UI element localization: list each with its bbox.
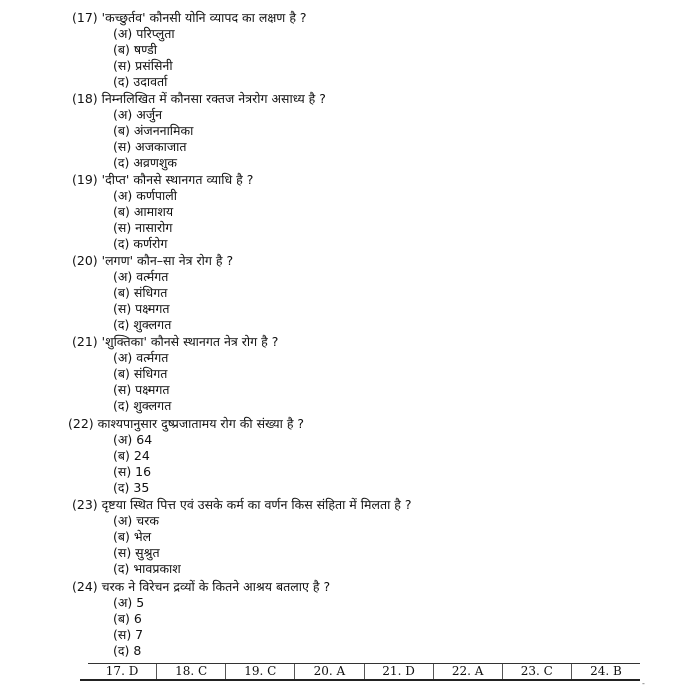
option-24-d: (द) 8 bbox=[113, 643, 142, 658]
option-17-a: (अ) परिप्लुता bbox=[113, 26, 175, 41]
corner-mark: - bbox=[642, 679, 645, 688]
option-19-d: (द) कर्णरोग bbox=[113, 236, 168, 251]
question-24: (24) चरक ने विरेचन द्रव्यों के कितने आश्रय बतलाए है ? bbox=[72, 579, 331, 594]
answer-24: 24. B bbox=[590, 664, 622, 678]
option-21-a: (अ) वर्त्मगत bbox=[113, 350, 169, 365]
option-20-a: (अ) वर्त्मगत bbox=[113, 269, 169, 284]
option-18-d: (द) अव्रणशुक bbox=[113, 155, 178, 170]
option-21-c: (स) पक्ष्मगत bbox=[113, 382, 170, 397]
option-22-c: (स) 16 bbox=[113, 464, 152, 479]
question-19: (19) 'दीप्त' कौनसे स्थानगत व्याधि है ? bbox=[72, 172, 254, 187]
option-17-c: (स) प्रसंसिनी bbox=[113, 58, 173, 73]
question-20: (20) 'लगण' कौन–सा नेत्र रोग है ? bbox=[72, 253, 234, 268]
option-21-d: (द) शुक्लगत bbox=[113, 398, 172, 413]
option-18-a: (अ) अर्जुन bbox=[113, 107, 163, 122]
answer-19: 19. C bbox=[226, 664, 295, 680]
option-22-a: (अ) 64 bbox=[113, 432, 153, 447]
option-24-c: (स) 7 bbox=[113, 627, 144, 642]
option-17-d: (द) उदावर्ता bbox=[113, 74, 168, 89]
answer-23: 23. C bbox=[503, 664, 572, 680]
option-18-c: (स) अजकाजात bbox=[113, 139, 187, 154]
bottom-rule bbox=[80, 679, 640, 681]
question-22: (22) काश्यपानुसार दुष्प्रजातामय रोग की संख्या है ? bbox=[68, 416, 305, 431]
answer-21: 21. D bbox=[365, 664, 434, 680]
option-24-b: (ब) 6 bbox=[113, 611, 142, 626]
option-19-a: (अ) कर्णपाली bbox=[113, 188, 177, 203]
option-22-b: (ब) 24 bbox=[113, 448, 150, 463]
option-23-b: (ब) भेल bbox=[113, 529, 152, 544]
option-19-c: (स) नासारोग bbox=[113, 220, 173, 235]
option-22-d: (द) 35 bbox=[113, 480, 150, 495]
option-17-b: (ब) षण्डी bbox=[113, 42, 157, 57]
answer-20: 20. A bbox=[295, 664, 364, 680]
answer-22: 22. A bbox=[434, 664, 503, 680]
option-20-c: (स) पक्ष्मगत bbox=[113, 301, 170, 316]
option-20-b: (ब) संधिगत bbox=[113, 285, 168, 300]
option-18-b: (ब) अंजननामिका bbox=[113, 123, 194, 138]
option-20-d: (द) शुक्लगत bbox=[113, 317, 172, 332]
option-23-a: (अ) चरक bbox=[113, 513, 159, 528]
option-19-b: (ब) आमाशय bbox=[113, 204, 174, 219]
option-21-b: (ब) संधिगत bbox=[113, 366, 168, 381]
question-21: (21) 'शुक्तिका' कौनसे स्थानगत नेत्र रोग है ? bbox=[72, 334, 279, 349]
answer-18: 18. C bbox=[157, 664, 226, 680]
question-18: (18) निम्नलिखित में कौनसा रक्तज नेत्ररोग असाध्य है ? bbox=[72, 91, 326, 106]
question-23: (23) दृष्टया स्थित पित्त एवं उसके कर्म का वर्णन किस संहिता में मिलता है ? bbox=[72, 497, 412, 512]
question-17: (17) 'कच्छुर्तव' कौनसी योनि व्यापद का लक्षण है ? bbox=[72, 10, 307, 25]
option-23-c: (स) सुश्रुत bbox=[113, 545, 160, 560]
option-23-d: (द) भावप्रकाश bbox=[113, 561, 181, 576]
answer-17: 17. D bbox=[88, 664, 157, 680]
option-24-a: (अ) 5 bbox=[113, 595, 145, 610]
answer-key bbox=[88, 663, 640, 680]
